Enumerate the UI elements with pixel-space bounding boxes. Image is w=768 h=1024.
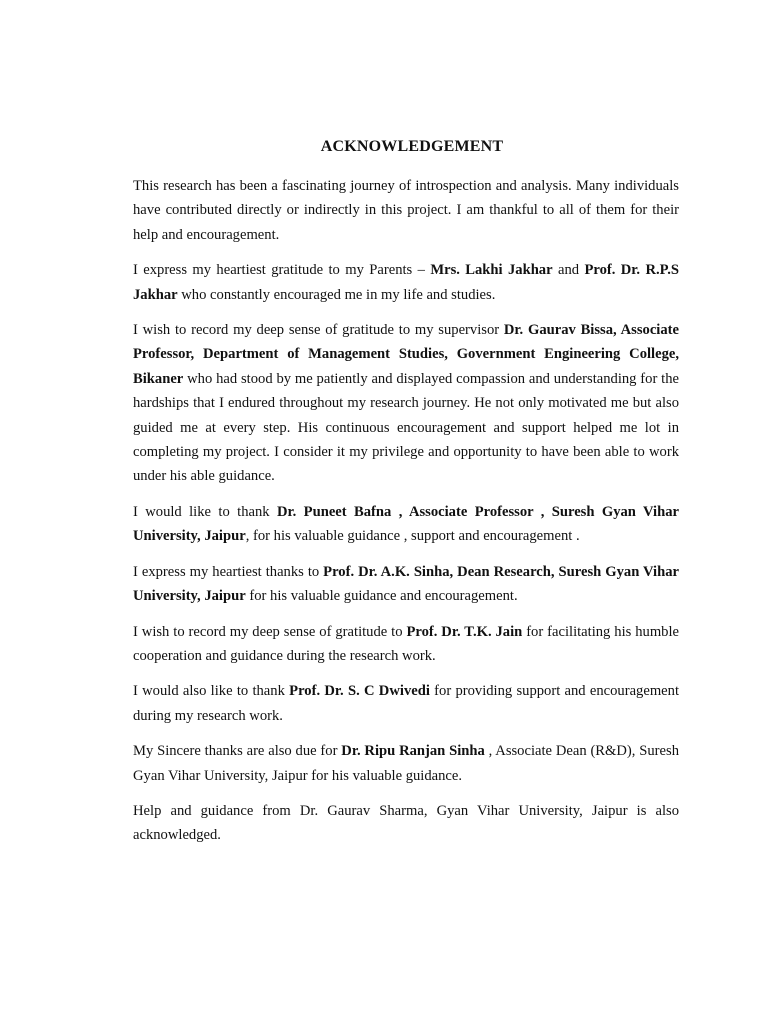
paragraph bbox=[133, 560, 679, 609]
document-body bbox=[133, 174, 679, 848]
bold-text: Dr. Puneet Bafna , Associate Professor , Suresh Gyan Vihar University, Jaipur bbox=[133, 503, 679, 545]
text-run: I express my heartiest gratitude to my Parents – bbox=[133, 262, 431, 279]
bold-text: Dr. Ripu Ranjan Sinha bbox=[341, 743, 485, 760]
text-run: I wish to record my deep sense of gratitude to my supervisor bbox=[133, 322, 504, 339]
bold-text: Prof. Dr. S. C Dwivedi bbox=[289, 683, 430, 700]
paragraph bbox=[133, 799, 679, 848]
page-title: ACKNOWLEDGEMENT bbox=[320, 138, 504, 155]
text-run: I wish to record my deep sense of gratitude to bbox=[133, 623, 407, 640]
text-run: for his valuable guidance and encouragement. bbox=[245, 588, 518, 605]
text-run: , for his valuable guidance , support and encouragement . bbox=[245, 528, 580, 545]
text-run: and bbox=[552, 262, 585, 279]
bold-text: Prof. Dr. R.P.S Jakhar bbox=[133, 262, 679, 303]
paragraph bbox=[133, 258, 679, 307]
text-run: My Sincere thanks are also due for bbox=[133, 743, 342, 760]
bold-text: Dr. Gaurav Bissa, Associate Professor, Department of Management Studies, Government Engineering College, Bikaner bbox=[133, 322, 679, 387]
document-page bbox=[133, 136, 679, 859]
text-run: I would also like to thank bbox=[133, 683, 290, 700]
paragraph bbox=[133, 620, 679, 669]
paragraph bbox=[133, 500, 679, 549]
text-run: Help and guidance from Dr. Gaurav Sharma, Gyan Vihar University, Jaipur is also acknowledged. bbox=[133, 802, 679, 844]
bold-text: Prof. Dr. T.K. Jain bbox=[406, 623, 523, 640]
text-run: who constantly encouraged me in my life and studies. bbox=[177, 286, 496, 303]
paragraph bbox=[133, 174, 679, 247]
text-run: I express my heartiest thanks to bbox=[133, 563, 324, 580]
paragraph bbox=[133, 739, 679, 788]
text-run: , Associate Dean (R&D), Suresh Gyan Vihar University, Jaipur for his valuable guidance. bbox=[133, 743, 679, 784]
paragraph bbox=[133, 318, 679, 489]
bold-text: Prof. Dr. A.K. Sinha, Dean Research, Suresh Gyan Vihar University, Jaipur bbox=[133, 563, 679, 605]
text-run: for facilitating his humble cooperation and guidance during the research work. bbox=[133, 623, 679, 664]
text-run: This research has been a fascinating journey of introspection and analysis. Many individuals have contributed directly or indirectly in this project. I am thankful to all of them for their help and encouragement. bbox=[133, 178, 679, 243]
paragraph bbox=[133, 679, 679, 728]
text-run: I would like to thank bbox=[133, 503, 277, 520]
text-run: who had stood by me patiently and displayed compassion and understanding for the hardships that I endured throughout my research journey. He not only motivated me but also guided me at every step. His continuous encouragement and support helped me lot in completing my project. I consider it my privilege and opportunity to have been able to work under his able guidance. bbox=[133, 370, 679, 485]
bold-text: Mrs. Lakhi Jakhar bbox=[430, 262, 553, 279]
text-run: for providing support and encouragement during my research work. bbox=[133, 683, 680, 724]
